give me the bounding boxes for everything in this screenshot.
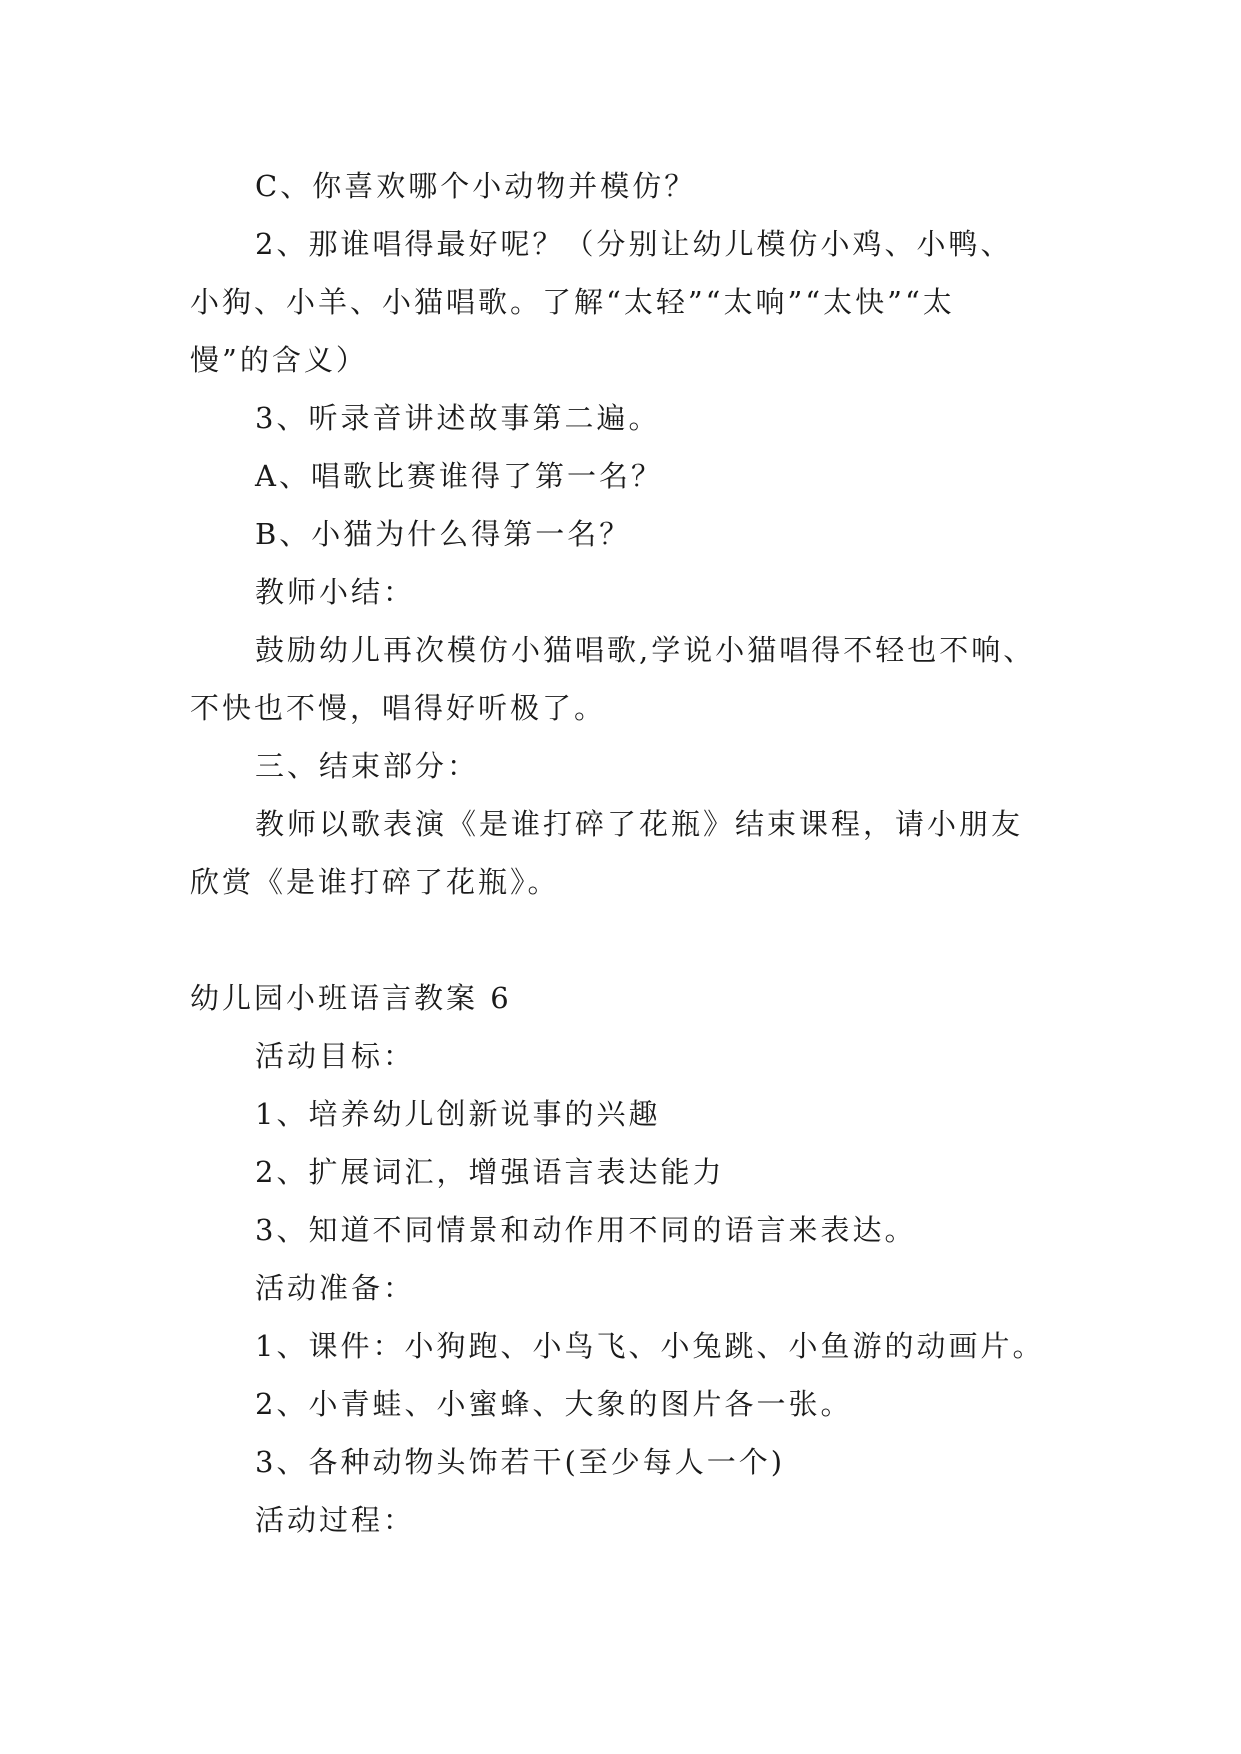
text-line: 教师小结： xyxy=(255,575,416,609)
text-line: 3、各种动物头饰若干(至少每人一个) xyxy=(255,1445,786,1479)
text-line: 2、那谁唱得最好呢？（分别让幼儿模仿小鸡、小鸭、 xyxy=(255,227,1013,261)
text-line: 3、知道不同情景和动作用不同的语言来表达。 xyxy=(255,1213,917,1247)
text-line: 活动准备： xyxy=(255,1271,416,1305)
text-line: A、唱歌比赛谁得了第一名？ xyxy=(255,459,663,493)
text-line: 2、扩展词汇，增强语言表达能力 xyxy=(255,1155,725,1189)
text-line: C、你喜欢哪个小动物并模仿？ xyxy=(255,169,697,203)
text-line: 3、听录音讲述故事第二遍。 xyxy=(255,401,661,435)
text-line: 慢”的含义） xyxy=(190,343,368,377)
text-line: 活动目标： xyxy=(255,1039,416,1073)
text-line: B、小猫为什么得第一名？ xyxy=(255,517,632,551)
text-line: 小狗、小羊、小猫唱歌。了解“太轻”“太响”“太快”“太 xyxy=(190,285,955,319)
text-line: 活动过程： xyxy=(255,1503,416,1537)
text-line: 2、小青蛙、小蜜蜂、大象的图片各一张。 xyxy=(255,1387,853,1421)
section-heading: 幼儿园小班语言教案 6 xyxy=(190,981,512,1015)
text-line: 欣赏《是谁打碎了花瓶》。 xyxy=(190,865,560,899)
text-line: 1、课件：小狗跑、小鸟飞、小兔跳、小鱼游的动画片。 xyxy=(255,1329,1045,1363)
text-line: 三、结束部分： xyxy=(255,749,480,783)
text-line: 不快也不慢，唱得好听极了。 xyxy=(190,691,607,725)
text-line: 教师以歌表演《是谁打碎了花瓶》结束课程，请小朋友 xyxy=(255,807,1024,841)
text-line: 鼓励幼儿再次模仿小猫唱歌,学说小猫唱得不轻也不响、 xyxy=(255,633,1036,667)
text-line: 1、培养幼儿创新说事的兴趣 xyxy=(255,1097,661,1131)
